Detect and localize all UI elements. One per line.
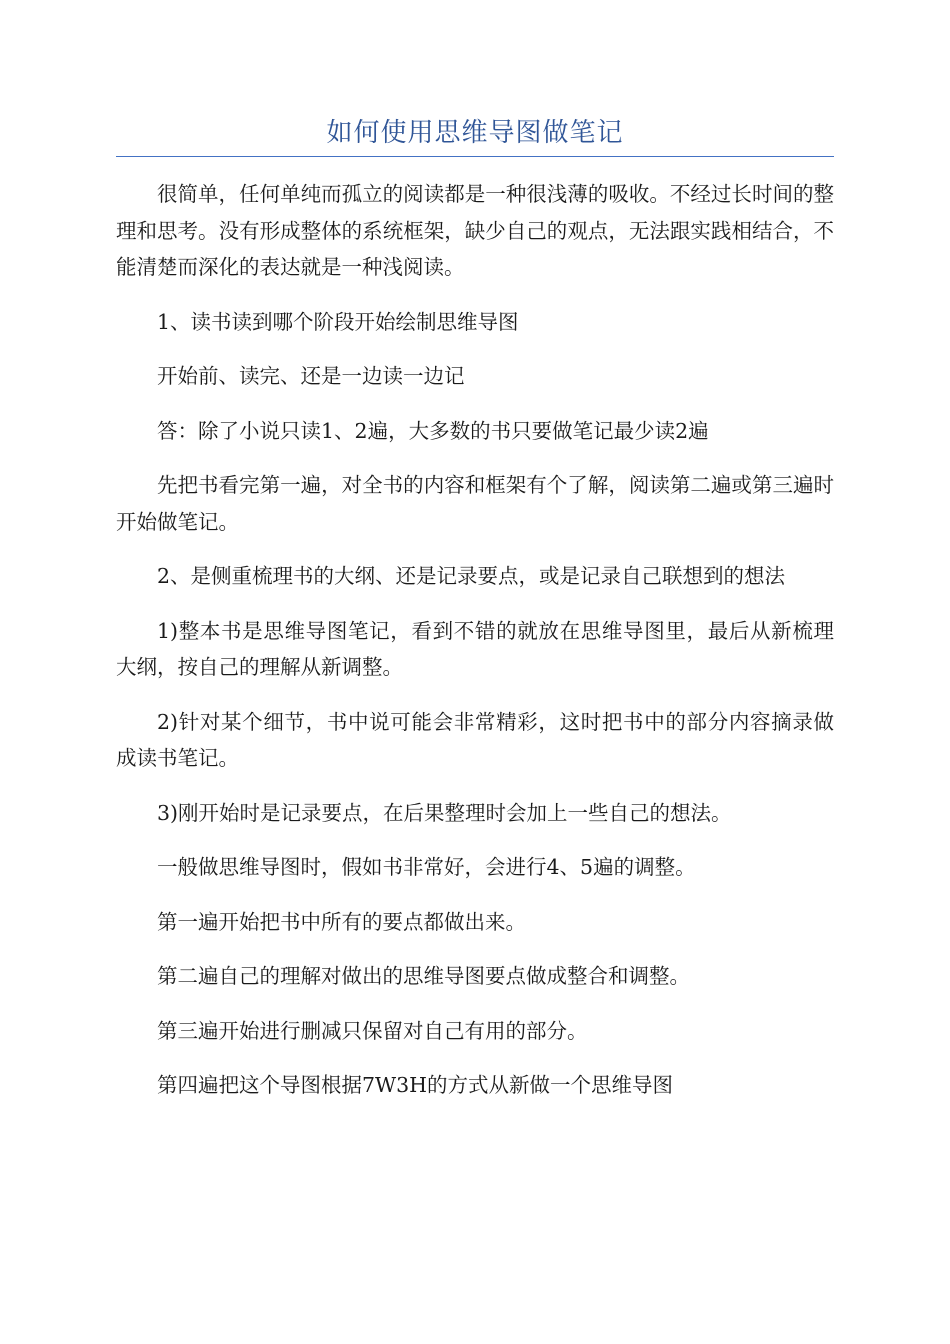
paragraph-pass-4: 第四遍把这个导图根据7W3H的方式从新做一个思维导图 (157, 1073, 674, 1097)
paragraph-point-3: 3)刚开始时是记录要点，在后果整理时会加上一些自己的想法。 (157, 800, 732, 825)
document-body (116, 176, 834, 1104)
paragraph-explanation-1: 先把书看完第一遍，对全书的内容和框架有个了解，阅读第二遍或第三遍时开始做笔记。 (116, 473, 834, 534)
paragraph-pass-2: 第二遍自己的理解对做出的思维导图要点做成整合和调整。 (157, 964, 690, 988)
paragraph-point-2: 2)针对某个细节，书中说可能会非常精彩，这时把书中的部分内容摘录做成读书笔记。 (116, 709, 834, 770)
paragraph-pass-1: 第一遍开始把书中所有的要点都做出来。 (157, 909, 526, 934)
paragraph-pass-3: 第三遍开始进行删减只保留对自己有用的部分。 (157, 1018, 588, 1043)
title-block (116, 110, 834, 157)
paragraph-point-1: 1)整本书是思维导图笔记，看到不错的就放在思维导图里，最后从新梳理大纲，按自己的理解从新调整。 (116, 618, 834, 679)
paragraph-question-1: 1、读书读到哪个阶段开始绘制思维导图 (157, 309, 519, 334)
paragraph-question-2: 2、是侧重梳理书的大纲、还是记录要点，或是记录自己联想到的想法 (157, 564, 786, 588)
paragraph-general: 一般做思维导图时，假如书非常好，会进行4、5遍的调整。 (157, 855, 696, 879)
paragraph-intro: 很简单，任何单纯而孤立的阅读都是一种很浅薄的吸收。不经过长时间的整理和思考。没有形成整体的系统框架，缺少自己的观点，无法跟实践相结合，不能清楚而深化的表达就是一种浅阅读。 (116, 182, 834, 279)
paragraph-options-1: 开始前、读完、还是一边读一边记 (157, 364, 465, 388)
paragraph-answer-1: 答：除了小说只读1、2遍，大多数的书只要做笔记最少读2遍 (157, 418, 709, 443)
document-title: 如何使用思维导图做笔记 (326, 118, 624, 148)
